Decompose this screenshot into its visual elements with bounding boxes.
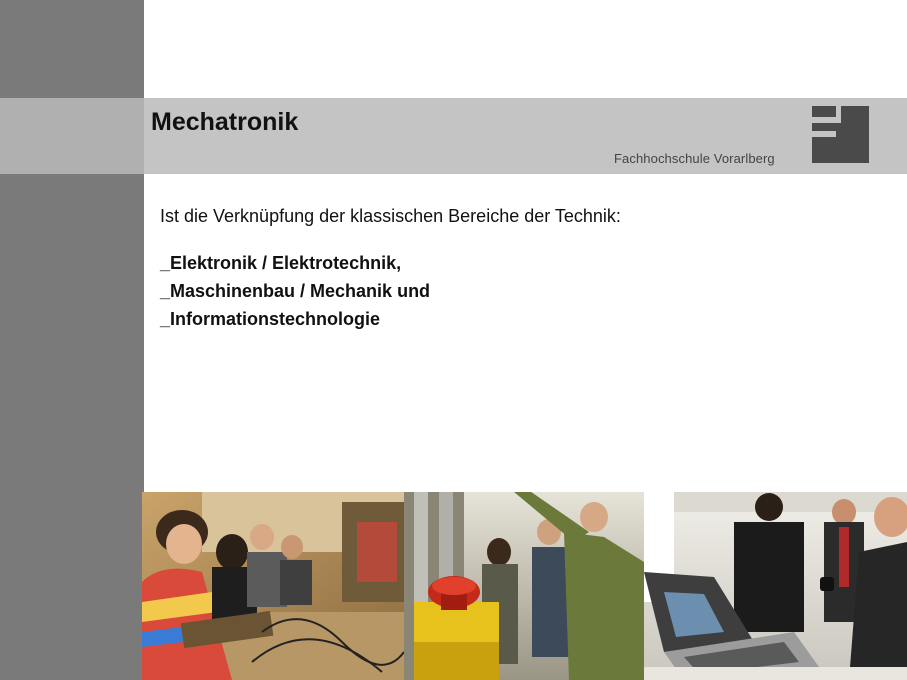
title-band-left-segment: [0, 98, 144, 174]
bullet-list: [160, 249, 880, 333]
students-electronics-lab-photo: [142, 492, 404, 680]
emergency-stop-button-photo: [404, 492, 644, 680]
fh-vorarlberg-logo-icon: [812, 106, 869, 163]
intro-text: Ist die Verknüpfung der klassischen Bereiche der Technik:: [160, 206, 621, 226]
bullet-item: _Informationstechnologie: [160, 309, 381, 329]
slide-content: [160, 206, 880, 333]
slide-title: Mechatronik: [151, 108, 299, 136]
bullet-item: _Maschinenbau / Mechanik und: [160, 281, 431, 301]
photo-strip: [142, 492, 907, 680]
logo-text: Fachhochschule Vorarlberg: [614, 151, 775, 166]
bullet-item: _Elektronik / Elektrotechnik,: [160, 253, 402, 273]
laptop-lab-photo: [644, 492, 907, 680]
